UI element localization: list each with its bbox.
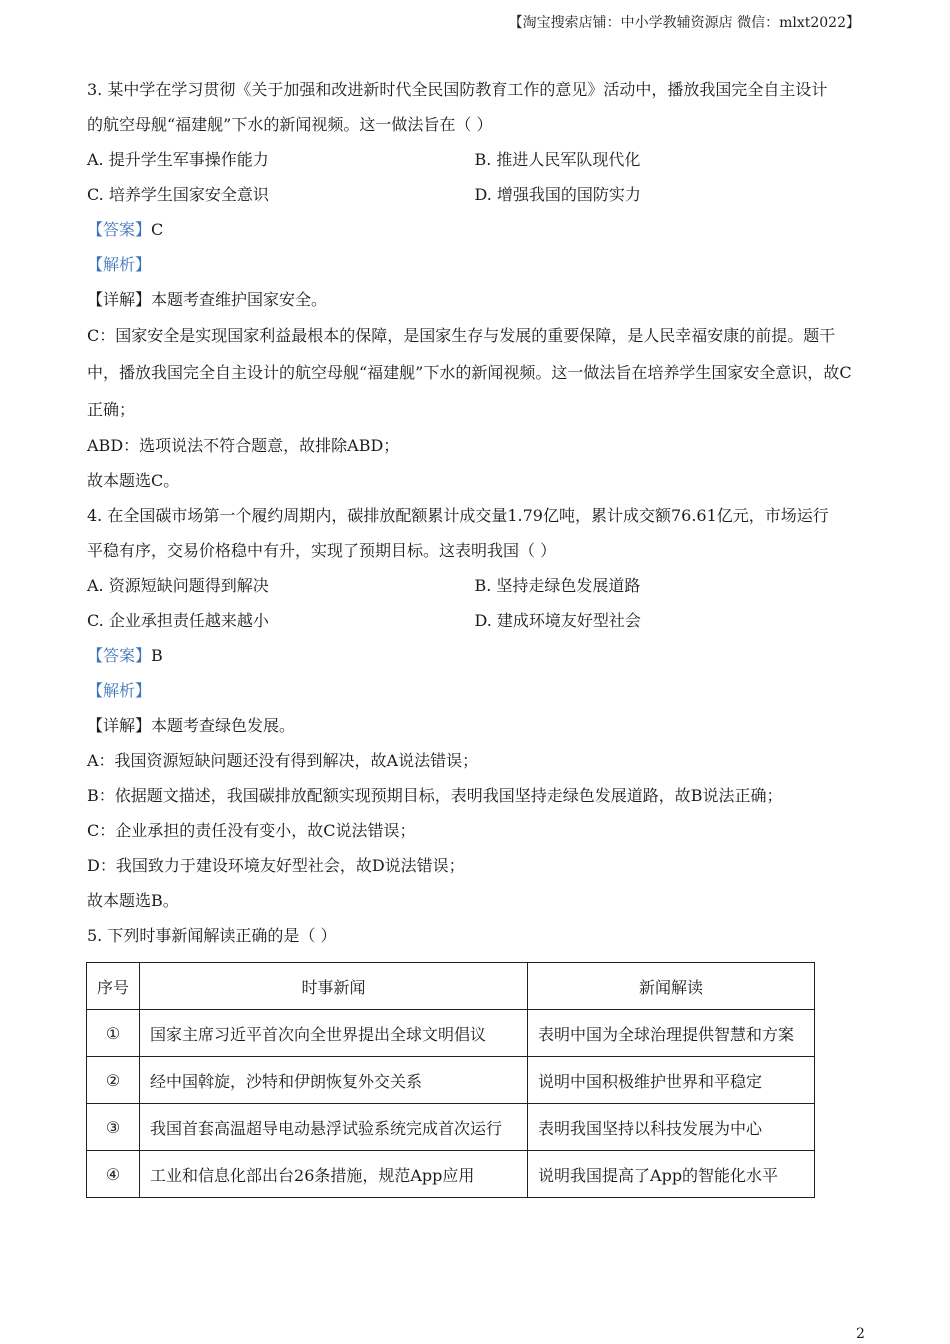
- q4-explain-d: D：我国致力于建设环境友好型社会，故D说法错误；: [87, 856, 465, 875]
- row-index: ④: [87, 1151, 140, 1198]
- question-4: [87, 498, 862, 918]
- q3-answer-tag: 【答案】: [87, 220, 152, 239]
- row-interpretation: 说明中国积极维护世界和平稳定: [528, 1057, 815, 1104]
- row-news: 我国首套高温超导电动悬浮试验系统完成首次运行: [140, 1104, 528, 1151]
- q4-option-a: A. 资源短缺问题得到解决: [87, 576, 269, 595]
- q4-answer: [87, 638, 862, 673]
- row-index: ①: [87, 1010, 140, 1057]
- q4-conclusion: 故本题选B。: [87, 891, 179, 910]
- q3-answer: [87, 212, 862, 247]
- q3-detail: 【详解】本题考查维护国家安全。: [87, 290, 328, 309]
- q4-analysis-tag: 【解析】: [87, 681, 152, 700]
- table-row: [87, 1057, 815, 1104]
- q4-option-c: C. 企业承担责任越来越小: [87, 611, 269, 630]
- q4-stem-line2: 平稳有序，交易价格稳中有升，实现了预期目标。这表明我国（ ）: [87, 541, 557, 560]
- row-news: 工业和信息化部出台26条措施，规范App应用: [140, 1151, 528, 1198]
- q4-option-d: D. 建成环境友好型社会: [474, 611, 641, 630]
- table-header-row: [87, 963, 815, 1010]
- q4-explain-c: C：企业承担的责任没有变小，故C说法错误；: [87, 821, 416, 840]
- q3-answer-value: C: [151, 220, 164, 239]
- q4-answer-value: B: [151, 646, 163, 665]
- q3-explain-abd: ABD：选项说法不符合题意，故排除ABD；: [87, 436, 400, 455]
- row-index: ③: [87, 1104, 140, 1151]
- header-news: 时事新闻: [140, 963, 528, 1010]
- q3-explain-c: C：国家安全是实现国家利益最根本的保障，是国家生存与发展的重要保障，是人民幸福安康的前提。题干中，播放我国完全自主设计的航空母舰“福建舰”下水的新闻视频。这一做法旨在培养学生国家安全意识，故C正确；: [87, 326, 852, 419]
- q3-option-d: D. 增强我国的国防实力: [474, 185, 641, 204]
- question-5: [87, 918, 862, 953]
- q4-explain-b: B：依据题文描述，我国碳排放配额实现预期目标，表明我国坚持走绿色发展道路，故B说法正确；: [87, 786, 783, 805]
- question-3: [87, 72, 862, 498]
- header-index: 序号: [87, 963, 140, 1010]
- header-interpretation: 新闻解读: [528, 963, 815, 1010]
- row-news: 经中国斡旋，沙特和伊朗恢复外交关系: [140, 1057, 528, 1104]
- q4-answer-tag: 【答案】: [87, 646, 152, 665]
- row-index: ②: [87, 1057, 140, 1104]
- q3-conclusion: 故本题选C。: [87, 471, 180, 490]
- q4-options-row1: [87, 568, 862, 603]
- q3-stem-line1: 3. 某中学在学习贯彻《关于加强和改进新时代全民国防教育工作的意见》活动中，播放我国完全自主设计: [87, 80, 828, 99]
- table-row: [87, 1104, 815, 1151]
- q3-option-a: A. 提升学生军事操作能力: [87, 150, 269, 169]
- q4-option-b: B. 坚持走绿色发展道路: [474, 576, 641, 595]
- q4-stem-line1: 4. 在全国碳市场第一个履约周期内，碳排放配额累计成交量1.79亿吨，累计成交额76.61亿元，市场运行: [87, 506, 829, 525]
- news-table: [86, 962, 815, 1198]
- row-interpretation: 表明我国坚持以科技发展为中心: [528, 1104, 815, 1151]
- table-row: [87, 1151, 815, 1198]
- q4-detail: 【详解】本题考查绿色发展。: [87, 716, 296, 735]
- q4-explain-a: A：我国资源短缺问题还没有得到解决，故A说法错误；: [87, 751, 479, 770]
- q3-stem-line2: 的航空母舰“福建舰”下水的新闻视频。这一做法旨在（ ）: [87, 115, 493, 134]
- page-number: 2: [856, 1326, 865, 1342]
- q5-stem: 5. 下列时事新闻解读正确的是（ ）: [87, 926, 337, 945]
- q3-option-c: C. 培养学生国家安全意识: [87, 185, 269, 204]
- q3-analysis-tag: 【解析】: [87, 255, 152, 274]
- q3-options-row1: [87, 142, 862, 177]
- header-note: 【淘宝搜索店铺：中小学教辅资源店 微信：mlxt2022】: [508, 15, 860, 31]
- row-news: 国家主席习近平首次向全世界提出全球文明倡议: [140, 1010, 528, 1057]
- document-body: [87, 72, 862, 953]
- q4-options-row2: [87, 603, 862, 638]
- q3-option-b: B. 推进人民军队现代化: [474, 150, 641, 169]
- q3-options-row2: [87, 177, 862, 212]
- row-interpretation: 说明我国提高了App的智能化水平: [528, 1151, 815, 1198]
- table-row: [87, 1010, 815, 1057]
- row-interpretation: 表明中国为全球治理提供智慧和方案: [528, 1010, 815, 1057]
